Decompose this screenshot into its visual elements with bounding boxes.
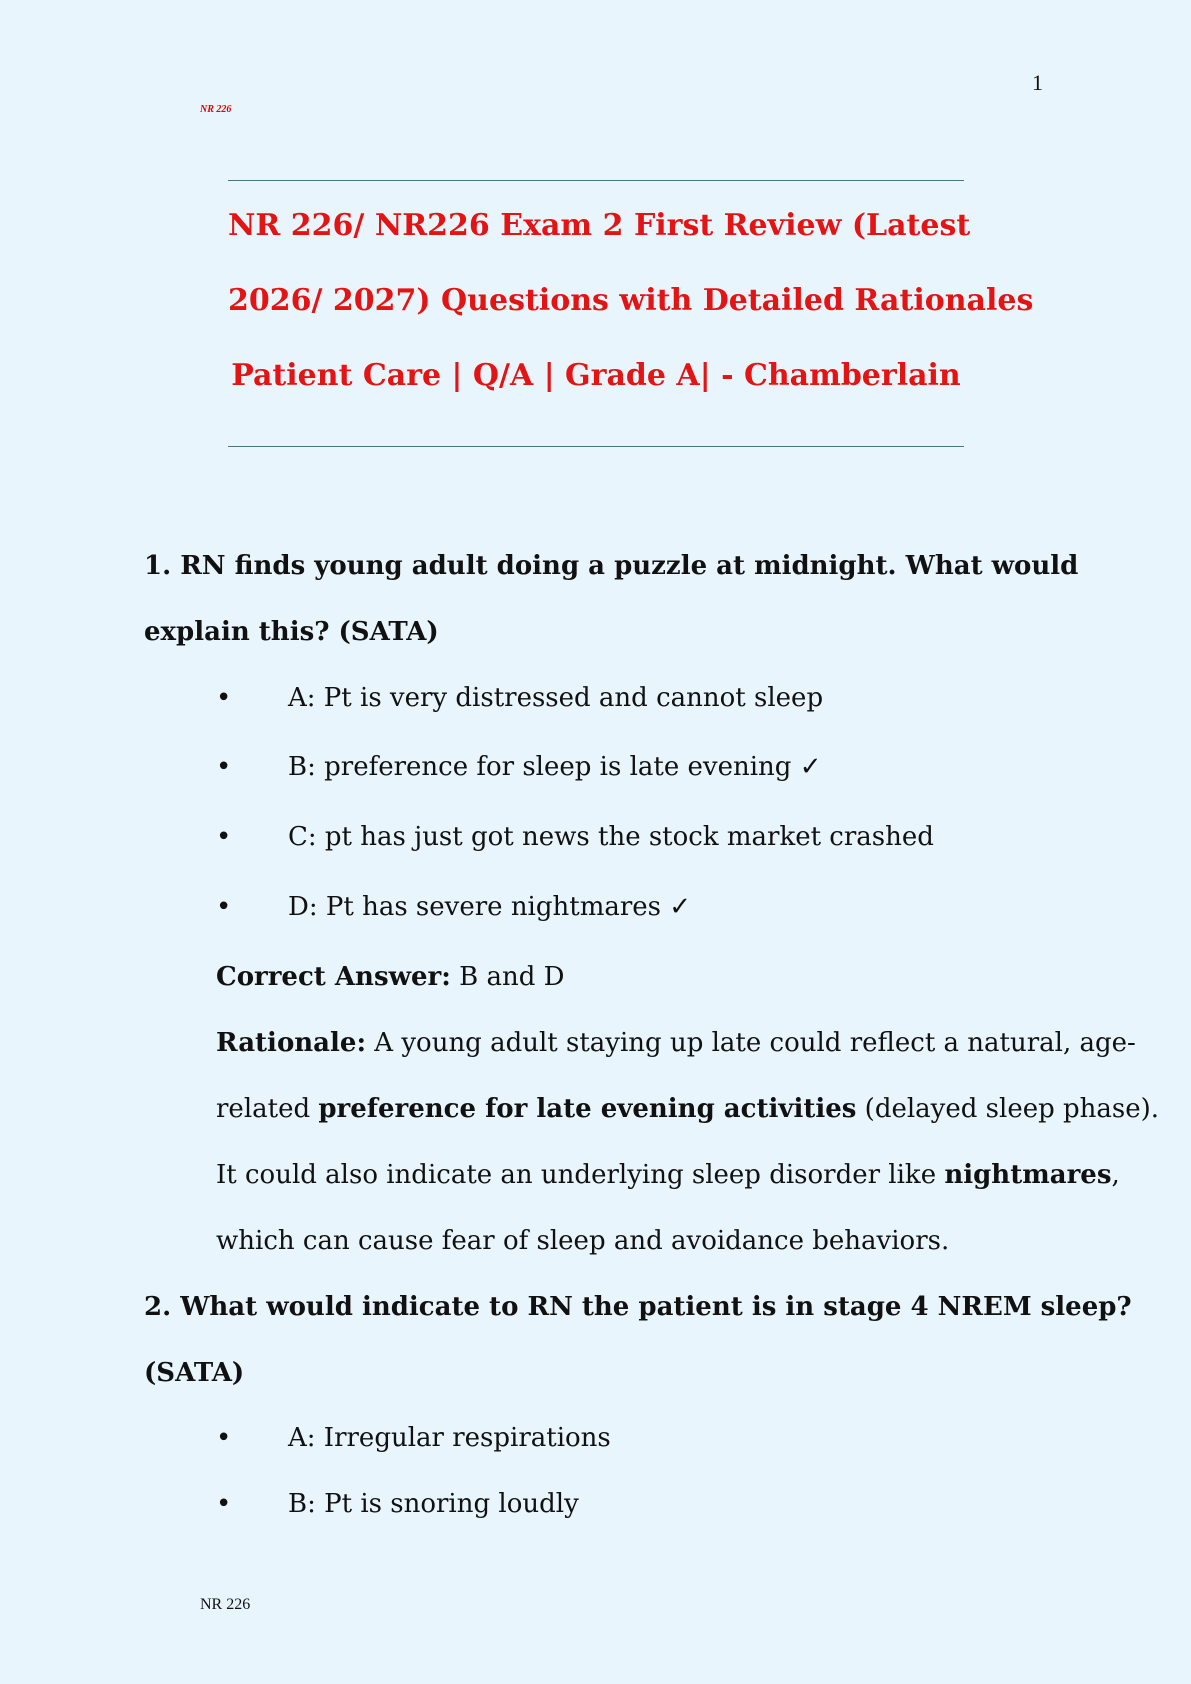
list-item (216, 1488, 579, 1520)
list-item (216, 891, 691, 923)
bullet: • (216, 1423, 232, 1453)
bullet: • (216, 683, 232, 713)
correct-answer (216, 944, 1056, 1010)
list-item (216, 1422, 611, 1454)
rationale-text: (delayed sleep phase). (856, 1094, 1160, 1124)
rationale-label: Rationale: (216, 1028, 367, 1058)
question-1-text (144, 533, 1079, 665)
page-number: 1 (1032, 70, 1043, 95)
list-item (216, 682, 823, 714)
bullet: • (216, 892, 232, 922)
rationale-text: which can cause fear of sleep and avoidance behaviors. (216, 1226, 950, 1256)
option-text: B: Pt is snoring loudly (288, 1489, 579, 1519)
rationale-text: , (1111, 1160, 1120, 1190)
title-line: Patient Care | Q/A | Grade A| - Chamberlain (231, 358, 961, 393)
header-tag: NR 226 (200, 104, 232, 115)
rationale-text: related (216, 1094, 319, 1124)
title-bottom-rule (228, 446, 964, 447)
question-2-text (144, 1274, 1132, 1406)
bullet: • (216, 752, 232, 782)
option-text: A: Pt is very distressed and cannot sleep (288, 683, 824, 713)
title-line: 2026/ 2027) Questions with Detailed Rationales (228, 283, 1034, 318)
title-top-rule (228, 180, 964, 181)
document-title (228, 188, 1034, 413)
option-text: B: preference for sleep is late evening ✓ (288, 752, 822, 782)
footer-text: NR 226 (200, 1596, 251, 1613)
rationale-emphasis: preference for late evening activities (318, 1094, 857, 1124)
rationale (216, 1010, 1160, 1274)
question-line: explain this? (SATA) (144, 617, 439, 647)
option-text: D: Pt has severe nightmares ✓ (288, 892, 692, 922)
question-line: 1. RN finds young adult doing a puzzle at midnight. What would (144, 551, 1079, 581)
option-text: C: pt has just got news the stock market crashed (288, 822, 934, 852)
list-item (216, 821, 934, 853)
bullet: • (216, 1489, 232, 1519)
title-line: NR 226/ NR226 Exam 2 First Review (Latest (228, 208, 971, 243)
rationale-emphasis: nightmares (944, 1160, 1112, 1190)
rationale-text: A young adult staying up late could reflect a natural, age- (366, 1028, 1136, 1058)
answer-label: Correct Answer: (216, 962, 451, 992)
bullet: • (216, 822, 232, 852)
question-line: 2. What would indicate to RN the patient is in stage 4 NREM sleep? (144, 1292, 1132, 1322)
question-line: (SATA) (144, 1358, 245, 1388)
rationale-text: It could also indicate an underlying sleep disorder like (216, 1160, 945, 1190)
list-item (216, 751, 821, 783)
option-text: A: Irregular respirations (288, 1423, 611, 1453)
answer-value: B and D (450, 962, 565, 992)
